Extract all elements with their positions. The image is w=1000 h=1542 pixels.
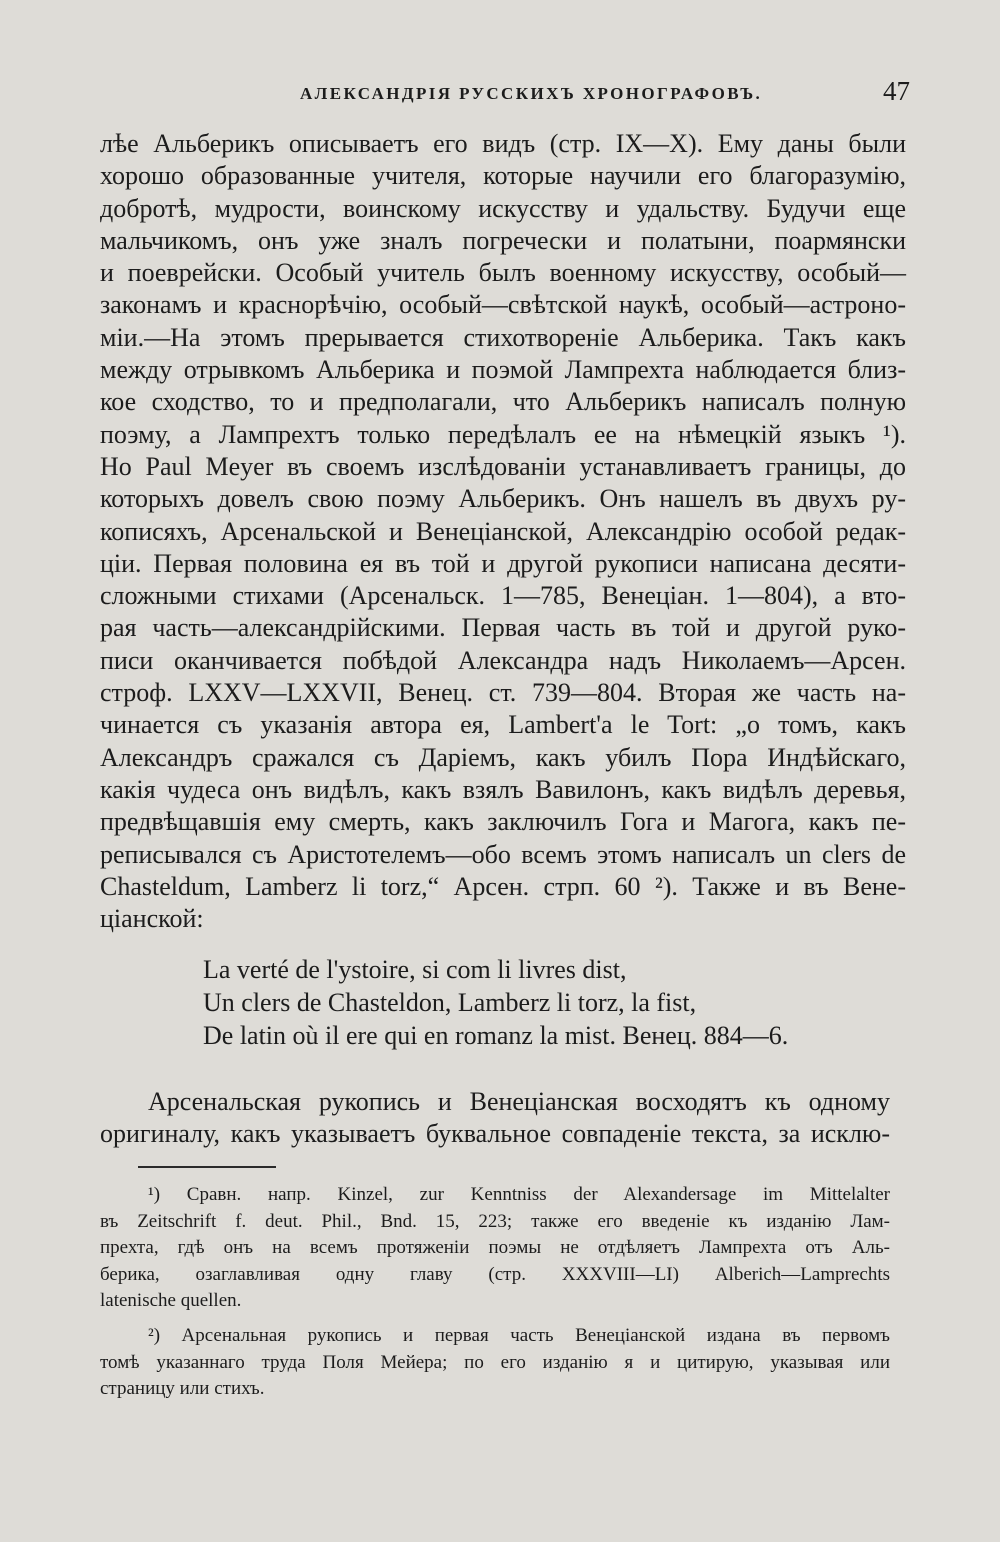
text-line: поэму, а Лампрехтъ только передѣлалъ ее на нѣмецкій языкъ ¹). <box>100 419 906 449</box>
footnotes <box>100 1182 890 1411</box>
text-line: Арсенальская рукопись и Венеціанская восходятъ къ одному <box>148 1087 890 1116</box>
text-line: міи.—На этомъ прерывается стихотвореніе Альберика. Такъ какъ <box>100 322 906 352</box>
footnote-line: въ Zeitschrift f. deut. Phil., Bnd. 15, 223; также его введеніе къ изданію Лам- <box>100 1210 890 1232</box>
text-line: оригиналу, какъ указываетъ буквальное совпаденіе текста, за исклю- <box>100 1119 890 1149</box>
text-line: Александръ сражался съ Даріемъ, какъ убилъ Пора Индѣйскаго, <box>100 742 906 772</box>
text-line: добротѣ, мудрости, воинскому искусству и удальству. Будучи еще <box>100 193 906 223</box>
running-title: АЛЕКСАНДРІЯ РУССКИХЪ ХРОНОГРАФОВЪ. <box>300 84 763 103</box>
text-line: кописяхъ, Арсенальской и Венеціанской, Александрію особой редак- <box>100 516 906 546</box>
text-line: и поеврейски. Особый учитель былъ военному искусству, особый— <box>100 258 906 288</box>
text-line: ціи. Первая половина ея въ той и другой рукописи написана десяти- <box>100 548 906 578</box>
footnote-line: страницу или стихъ. <box>100 1378 265 1400</box>
text-line: мальчикомъ, онъ уже зналъ погречески и полатыни, поармянски <box>100 225 906 255</box>
second-paragraph <box>100 1086 890 1151</box>
text-line: какія чудеса онъ видѣлъ, какъ взялъ Вавилонъ, какъ видѣлъ деревья, <box>100 774 906 804</box>
footnote-line: прехта, гдѣ онъ на всемъ протяженіи поэмы не отдѣляетъ Лампрехта отъ Аль- <box>100 1237 890 1259</box>
text-line: между отрывкомъ Альберика и поэмой Лампрехта наблюдается близ- <box>100 355 906 385</box>
verse-line: Un clers de Chasteldon, Lamberz li torz, la fist, <box>203 988 697 1017</box>
text-line: чинается съ указанія автора ея, Lambert'a le Tort: „о томъ, какъ <box>100 710 906 740</box>
text-line: реписывался съ Аристотелемъ—обо всемъ этомъ написалъ un clers de <box>100 839 906 869</box>
text-line: предвѣщавшія ему смерть, какъ заключилъ Гога и Магога, какъ пе- <box>100 807 906 837</box>
page-header <box>100 76 910 116</box>
footnote-divider <box>138 1166 276 1168</box>
text-line: сложными стихами (Арсенальск. 1—785, Венеціан. 1—804), а вто- <box>100 581 906 611</box>
footnote-1 <box>100 1182 890 1315</box>
text-line: которыхъ довелъ свою поэму Альберикъ. Онъ нашелъ въ двухъ ру- <box>100 484 906 514</box>
page-number: 47 <box>883 76 910 106</box>
verse-line: La verté de l'ystoire, si com li livres dist, <box>203 955 627 984</box>
footnote-2 <box>100 1323 890 1403</box>
text-line: хорошо образованные учителя, которые научили его благоразумію, <box>100 161 906 191</box>
text-line: лѣе Альберикъ описываетъ его видъ (стр. IX—X). Ему даны были <box>100 129 906 158</box>
text-line: писи оканчивается побѣдой Александра надъ Николаемъ—Арсен. <box>100 645 906 675</box>
footnote-line: ¹) Сравн. напр. Kinzel, zur Kenntniss der Alexandersage im Mittelalter <box>148 1184 890 1205</box>
text-line: кое сходство, то и предполагали, что Альберикъ написалъ полную <box>100 387 906 417</box>
text-line: строф. LXXV—LXXVII, Венец. ст. 739—804. Вторая же часть на- <box>100 678 906 708</box>
verse-quotation <box>203 953 903 1052</box>
text-line: Chasteldum, Lamberz li torz,“ Арсен. стрп. 60 ²). Также и въ Вене- <box>100 871 906 901</box>
footnote-line: ²) Арсенальная рукопись и первая часть Венеціанской издана въ первомъ <box>148 1324 890 1346</box>
text-line: законамъ и краснорѣчію, особый—свѣтской наукѣ, особый—астроно- <box>100 290 906 320</box>
text-line: ціанской: <box>100 904 204 934</box>
main-paragraph <box>100 128 906 935</box>
text-line: Но Paul Meyer въ своемъ изслѣдованіи устанавливаетъ границы, до <box>100 451 906 481</box>
footnote-line: берика, озаглавливая одну главу (стр. XXXVIII—LI) Alberich—Lamprechts <box>100 1263 890 1285</box>
verse-line: De latin où il ere qui en romanz la mist. Венец. 884—6. <box>203 1021 789 1050</box>
footnote-line: latenische quellen. <box>100 1290 242 1312</box>
footnote-line: томѣ указаннаго труда Поля Мейера; по его изданію я и цитирую, указывая или <box>100 1351 890 1373</box>
text-line: рая часть—александрійскими. Первая часть въ той и другой руко- <box>100 613 906 643</box>
